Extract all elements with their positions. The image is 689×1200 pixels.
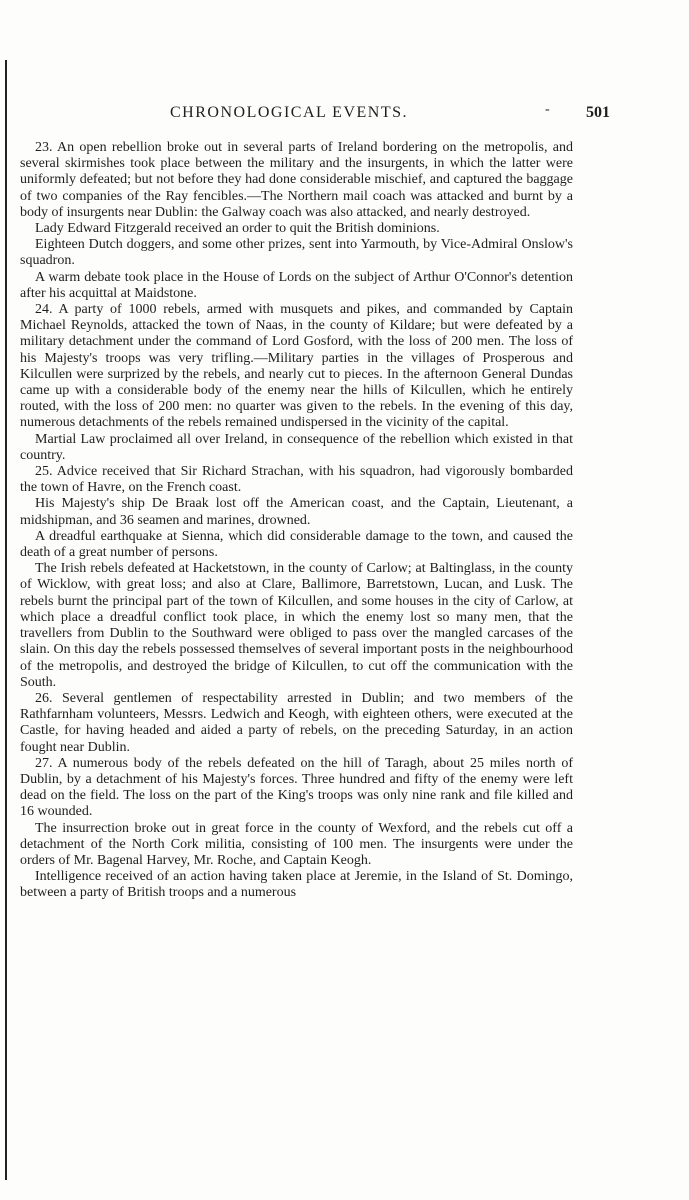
paragraph: A dreadful earthquake at Sienna, which did considerable damage to the town, and caused the death of a great number of persons. bbox=[20, 528, 573, 561]
paragraph: A warm debate took place in the House of Lords on the subject of Arthur O'Connor's detention after his acquittal at Maidstone. bbox=[20, 269, 573, 301]
paragraph: The insurrection broke out in great force in the county of Wexford, and the rebels cut off a detachment of the North Cork militia, consisting of 100 men. The insurgents were under the orders of Mr. Bagenal Harvey, Mr. Roche, and Captain Keogh. bbox=[20, 820, 573, 868]
paragraph: Intelligence received of an action having taken place at Jeremie, in the Island of St. Domingo, between a party of British troops and a numerous bbox=[20, 869, 573, 901]
text-body bbox=[20, 140, 573, 902]
paragraph: Eighteen Dutch doggers, and some other prizes, sent into Yarmouth, by Vice-Admiral Onslow's squadron. bbox=[20, 237, 573, 269]
paragraph: 27. A numerous body of the rebels defeated on the hill of Taragh, about 25 miles north of Dublin, by a detachment of his Majesty's forces. Three hundred and fifty of the enemy were left dead on the field. The loss on the part of the King's troops was only nine rank and file killed and 16 wounded. bbox=[20, 755, 573, 820]
paragraph: 23. An open rebellion broke out in several parts of Ireland bordering on the metropolis, and several skirmishes took place between the military and the insurgents, in which the latter were uniformly defeated; but not before they had done considerable mischief, and captured the baggage of two companies of the Ray fencibles.—The Northern mail coach was attacked and burnt by a body of insurgents near Dublin: the Galway coach was also attacked, and nearly destroyed. bbox=[20, 140, 573, 220]
running-head-title: CHRONOLOGICAL EVENTS. bbox=[170, 104, 409, 121]
paragraph: 24. A party of 1000 rebels, armed with musquets and pikes, and commanded by Captain Michael Reynolds, attacked the town of Naas, in the county of Kildare; but were defeated by a military detachment under the command of Lord Gosford, with the loss of 200 men. The loss of his Majesty's troops was very trifling.—Military parties in the villages of Prosperous and Kilcullen were surprized by the rebels, and nearly cut to pieces. In the afternoon General Dundas came up with a considerable body of the enemy near the hills of Kilcullen, which he entirely routed, with the loss of 200 men: no quarter was given to the rebels. In the evening of this day, numerous detachments of the rebels remained undispersed in the vicinity of the capital. bbox=[20, 302, 573, 431]
running-head bbox=[40, 104, 640, 126]
running-head-mark: ‐ bbox=[545, 102, 550, 117]
paragraph: Lady Edward Fitzgerald received an order to quit the British dominions. bbox=[35, 221, 440, 237]
paragraph: 25. Advice received that Sir Richard Strachan, with his squadron, had vigorously bombarded the town of Havre, on the French coast. bbox=[20, 464, 573, 496]
paragraph: The Irish rebels defeated at Hacketstown, in the county of Carlow; at Baltinglass, in the county of Wicklow, with great loss; and also at Clare, Ballimore, Barretstown, Lucan, and Lusk. The rebels burnt the principal part of the town of Kilcullen, and some houses in the city of Carlow, at which place a dreadful conflict took place, in which the enemy lost so many men, that the travellers from Dublin to the Southward were obliged to pass over the mangled carcases of the slain. On this day the rebels possessed themselves of several important posts in the neighbourhood of the metropolis, and destroyed the bridge of Kilcullen, to cut off the communication with the South. bbox=[20, 561, 573, 690]
page-number: 501 bbox=[586, 104, 610, 121]
paragraph: 26. Several gentlemen of respectability arrested in Dublin; and two members of the Rathfarnham volunteers, Messrs. Ledwich and Keogh, with eighteen others, were executed at the Castle, for having headed and aided a party of rebels, on the preceding Saturday, in an action fought near Dublin. bbox=[20, 690, 573, 755]
paragraph: Martial Law proclaimed all over Ireland, in consequence of the rebellion which existed in that country. bbox=[20, 431, 573, 463]
paragraph: His Majesty's ship De Braak lost off the American coast, and the Captain, Lieutenant, a midshipman, and 36 seamen and marines, drowned. bbox=[20, 496, 573, 528]
page-edge-line bbox=[5, 60, 7, 1180]
